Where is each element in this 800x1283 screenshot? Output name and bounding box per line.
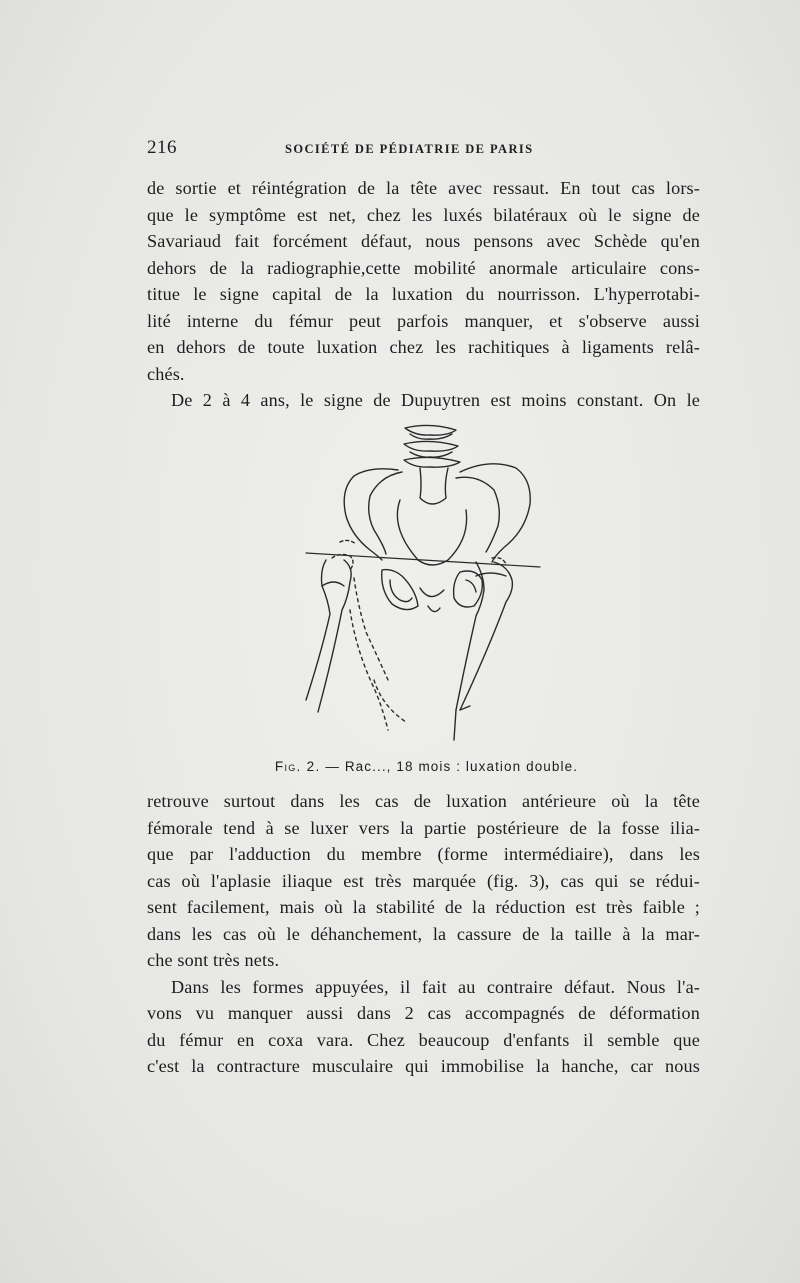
text-line: que le symptôme est net, chez les luxés bilatéraux où le signe de [147, 204, 700, 225]
text-line: Savariaud fait forcément défaut, nous pensons avec Schède qu'en [147, 231, 700, 251]
text-line: cas où l'aplasie iliaque est très marquée (fig. 3), cas qui se rédui- [147, 870, 700, 891]
text-line: lité interne du fémur peut parfois manquer, et s'observe aussi [147, 310, 700, 331]
text-line: de sortie et réintégration de la tête avec ressaut. En tout cas lors- [147, 178, 700, 198]
pelvis-drawing [270, 410, 560, 750]
text-line: dehors de la radiographie,cette mobilité anormale articulaire cons- [147, 257, 700, 278]
text-block-bottom [147, 788, 700, 1080]
text-line: che sont très nets. [147, 950, 280, 970]
figure-caption-text: — Rac..., 18 mois : luxation double. [320, 759, 579, 774]
text-line: fémorale tend à se luxer vers la partie postérieure de la fosse ilia- [147, 817, 700, 838]
text-line: que par l'adduction du membre (forme intermédiaire), dans les [147, 844, 700, 864]
text-block-top [147, 175, 700, 414]
text-line: en dehors de toute luxation chez les rachitiques à ligaments relâ- [147, 337, 700, 357]
running-head: SOCIÉTÉ DE PÉDIATRIE DE PARIS [285, 142, 534, 156]
text-line: Dans les formes appuyées, il fait au contraire défaut. Nous l'a- [171, 976, 700, 997]
text-line: titue le signe capital de la luxation du nourrisson. L'hyperrotabi- [147, 284, 700, 304]
pelvis-figure [270, 410, 560, 750]
figure-label: Fig. 2. [274, 759, 321, 774]
text-line: De 2 à 4 ans, le signe de Dupuytren est moins constant. On le [171, 390, 700, 410]
page-header [147, 137, 702, 163]
text-line: vons vu manquer aussi dans 2 cas accompagnés de déformation [147, 1003, 700, 1023]
text-line: du fémur en coxa vara. Chez beaucoup d'enfants il semble que [147, 1029, 700, 1050]
figure-caption [150, 759, 703, 774]
text-line: dans les cas où le déhanchement, la cassure de la taille à la mar- [147, 923, 700, 944]
text-line: sent facilement, mais où la stabilité de la réduction est très faible ; [147, 897, 700, 917]
text-line: chés. [147, 363, 185, 384]
text-line: c'est la contracture musculaire qui immobilise la hanche, car nous [147, 1056, 700, 1076]
text-line: retrouve surtout dans les cas de luxation antérieure où la tête [147, 791, 700, 811]
page-number: 216 [147, 137, 177, 158]
